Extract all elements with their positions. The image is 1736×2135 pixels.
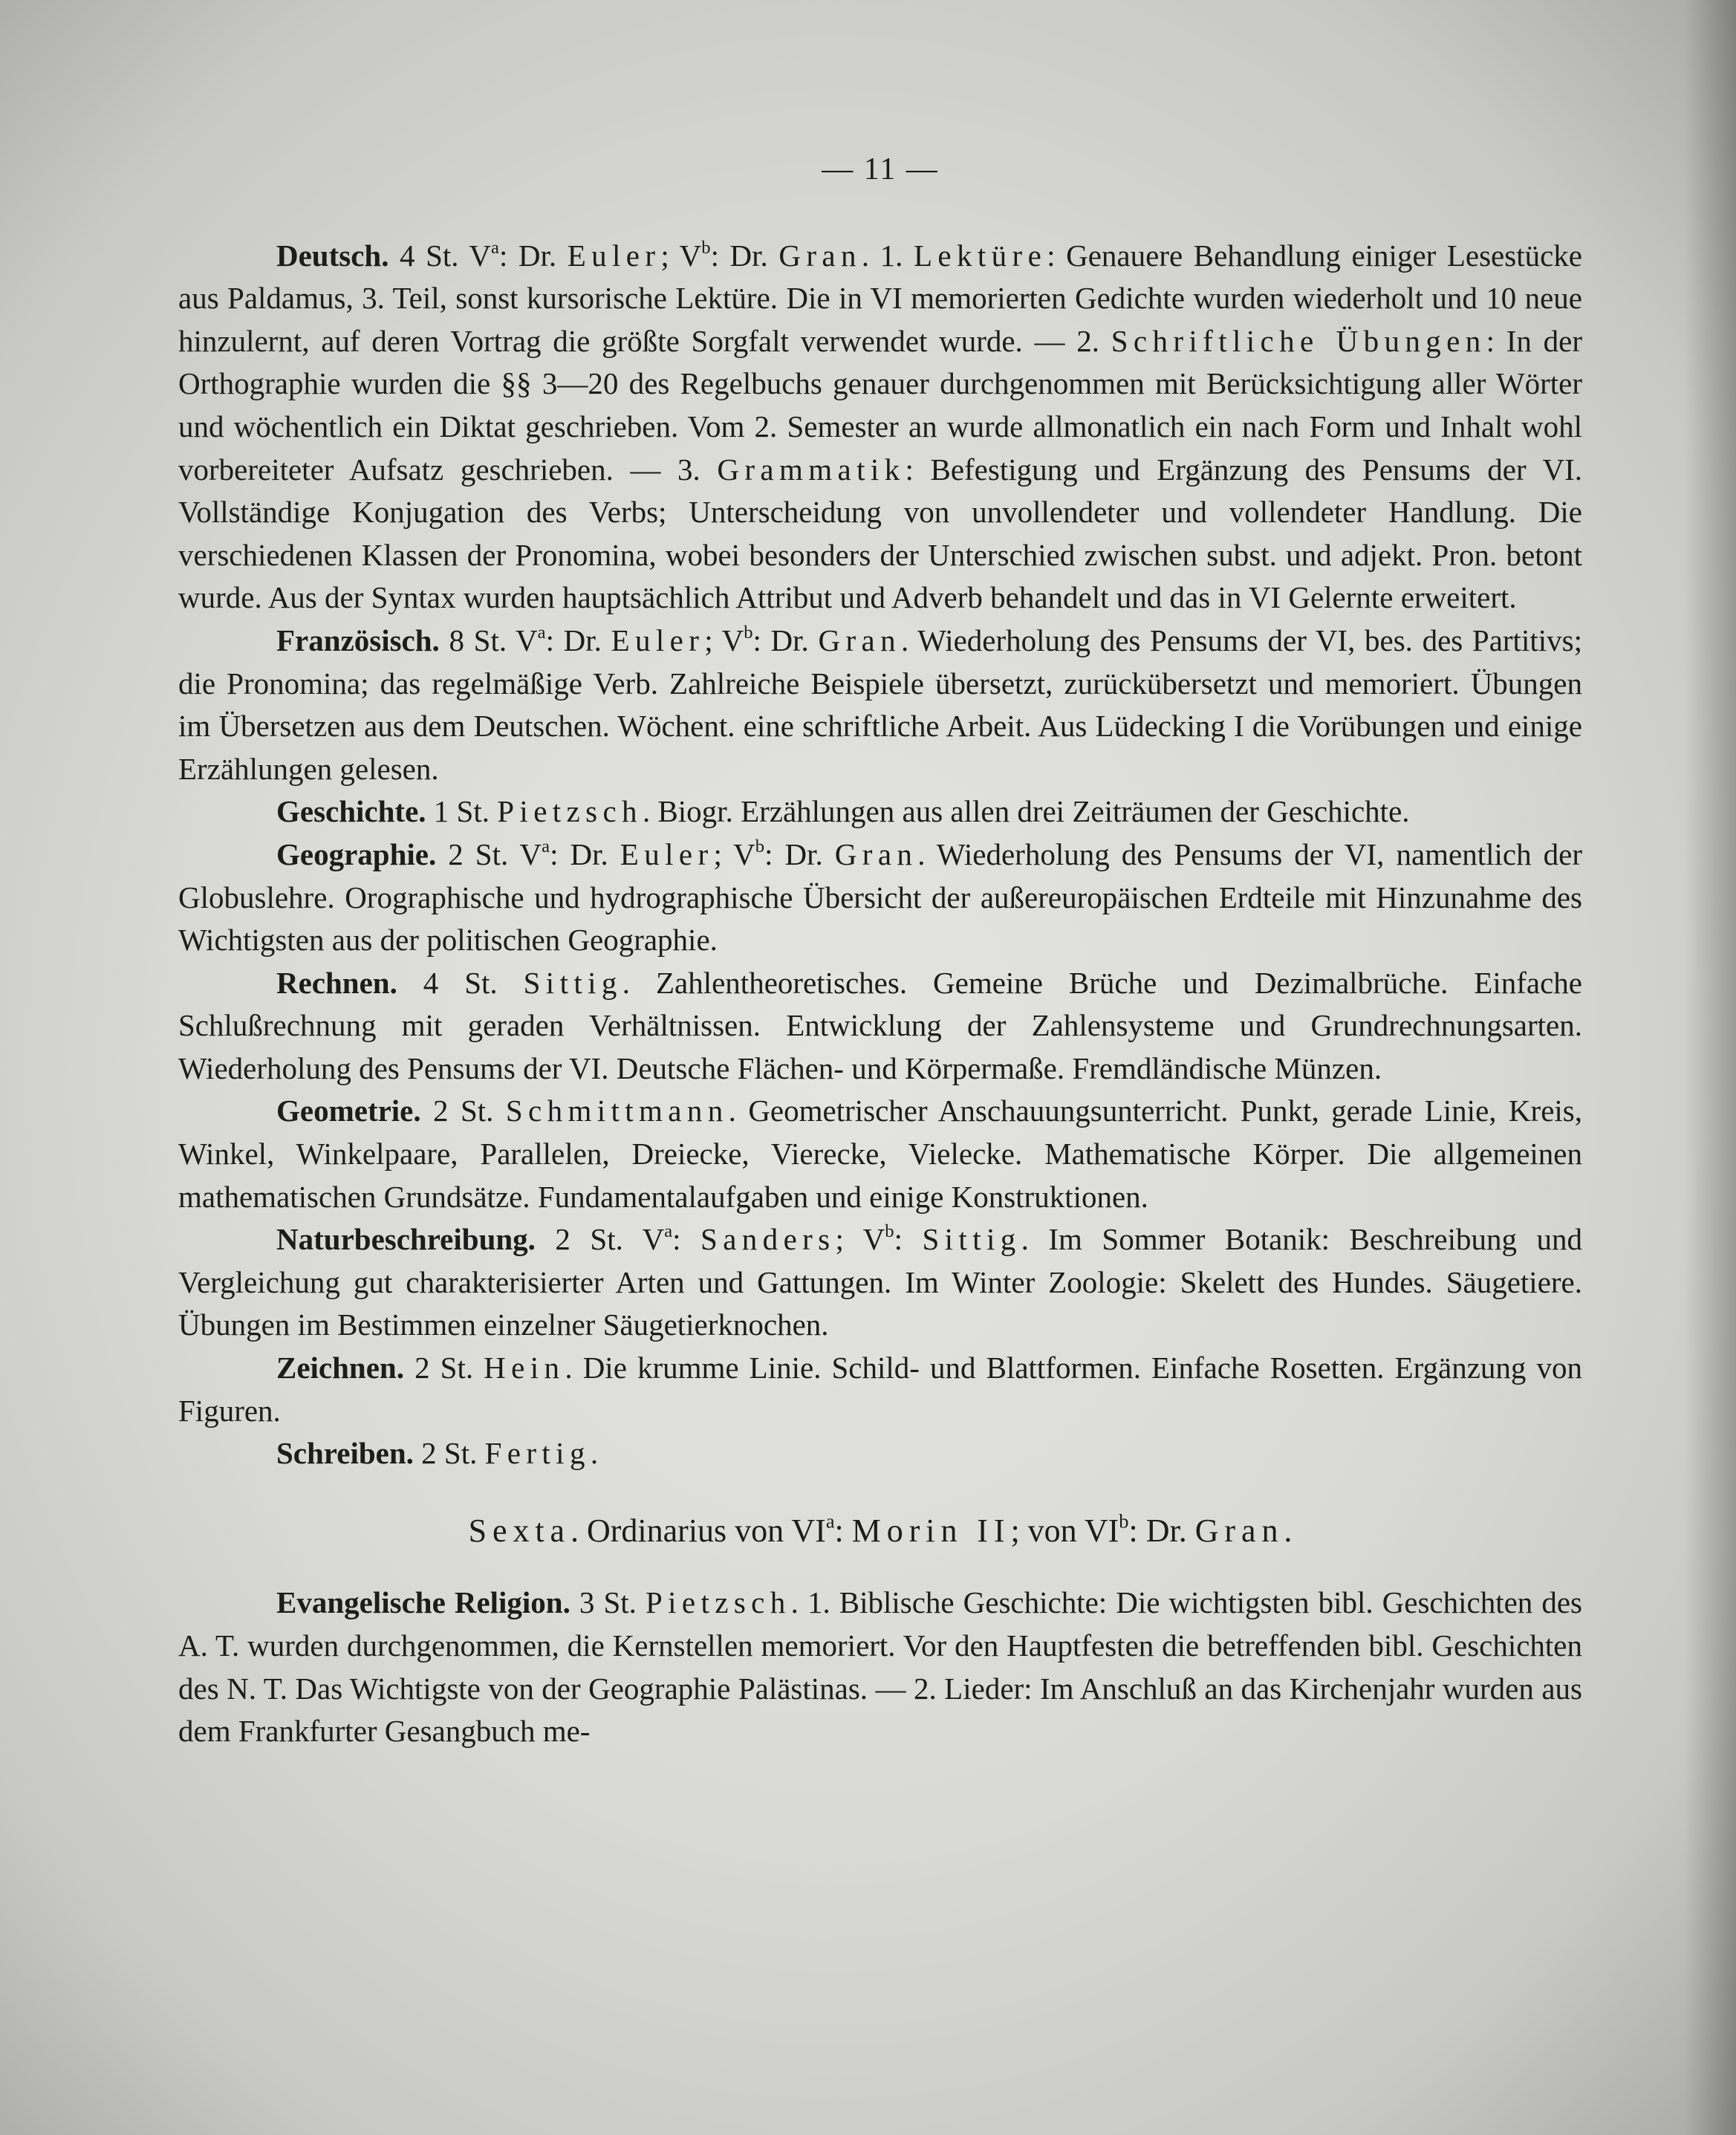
paragraph-zeichnen: Zeichnen. 2 St. Hein. Die krumme Linie. Schild- und Blattformen. Einfache Rosetten. Ergänzung von Figuren. [178, 1351, 1582, 1428]
teacher-name: Pietzsch [497, 794, 643, 829]
teacher-name: Morin II [851, 1512, 1011, 1549]
paragraph-geographie: Geographie. 2 St. $V^a$: Dr. Euler; $V^b$: Dr. Gran. Wiederholung des Pensums der VI, namentlich der Globuslehre. Orographische und hydrographische Übersicht der außereuropäischen Erdteile mit Hinzunahme des Wichtigsten aus der politischen Geographie. [178, 836, 1582, 958]
paragraph-religion: Evangelische Religion. 3 St. Pietzsch. 1. Biblische Geschichte: Die wichtigsten bibl. Geschichten des A. T. wurden durchgenommen, die Kernstellen memoriert. Vor den Hauptfesten die betreffenden bibl. Geschichten des N. T. Das Wichtigste von der Geographie Palästinas. — 2. Lieder: Im Anschluß an das Kirchenjahr wurden aus dem Frankfurter Gesangbuch me- [178, 1585, 1582, 1749]
teacher-name: Euler [620, 836, 714, 871]
subject-title-geschichte: Geschichte. [276, 794, 426, 829]
teacher-name: Euler [611, 623, 705, 657]
topic-heading: Lektüre [914, 238, 1047, 273]
topic-heading: Schriftliche Übungen [1111, 323, 1486, 358]
teacher-name: Hein [484, 1351, 565, 1385]
paragraph-deutsch: Deutsch. 4 St. $V^a$: Dr. Euler; $V^b$: Dr. Gran. 1. Lektüre: Genauere Behandlung einiger Lesestücke aus Paldamus, 3. Teil, sonst kursorische Lektüre. Die in VI memorierten Gedichte wurden wiederholt und 10 neue hinzulernt, auf deren Vortrag die größte Sorgfalt verwendet wurde. — 2. Schriftliche Übungen: In der Orthographie wurden die §§ 3—20 des Regelbuchs genauer durchgenommen mit Berücksichtigung aller Wörter und wöchentlich ein Diktat geschrieben. Vom 2. Semester an wurde allmonatlich ein nach Form und Inhalt wohl vorbereiteter Aufsatz geschrieben. — 3. Grammatik: Befestigung und Ergänzung des Pensums der VI. Vollständige Konjugation des Verbs; Unterscheidung von unvollendeter und vollendeter Handlung. Die verschiedenen Klassen der Pronomina, wobei besonders der Unterschied zwischen subst. und adjekt. Pron. betont wurde. Aus der Syntax wurden hauptsächlich Attribut und Adverb behandelt und das in VI Gelernte erweitert. [178, 237, 1583, 615]
paragraph-franzoesisch: Französisch. 8 St. $V^a$: Dr. Euler; $V^b$: Dr. Gran. Wiederholung des Pensums der VI, bes. des Partitivs; die Pronomina; das regelmäßige Verb. Zahlreiche Beispiele übersetzt, zurückübersetzt und memoriert. Übungen im Übersetzen aus dem Deutschen. Wöchent. eine schriftliche Arbeit. Aus Lüdecking I die Vorübungen und einige Erzählungen gelesen. [178, 622, 1582, 786]
teacher-name: Pietzsch [645, 1585, 791, 1620]
topic-heading: Grammatik [717, 452, 906, 487]
page-edge-shadow [1684, 0, 1736, 2135]
subject-title-franzoesisch: Französisch. [276, 623, 440, 657]
page-number: — 11 — [822, 152, 939, 186]
subject-title-religion: Evangelische Religion. [276, 1585, 570, 1620]
teacher-name: Sittig [523, 965, 622, 1000]
teacher-name: Gran [1194, 1512, 1284, 1549]
paragraph-naturbeschreibung: Naturbeschreibung. 2 St. $V^a$: Sanders; $V^b$: Sittig. Im Sommer Botanik: Beschreibung und Vergleichung gut charakterisierter Arten und Gattungen. Im Winter Zoologie: Skelett des Hundes. Säugetiere. Übungen im Bestimmen einzelner Säugetierknochen. [178, 1221, 1582, 1342]
paragraph-schreiben: Schreiben. 2 St. Fertig. [276, 1436, 599, 1471]
subject-title-naturbeschreibung: Naturbeschreibung. [276, 1222, 536, 1257]
teacher-name: Sittig [922, 1222, 1021, 1257]
subject-title-rechnen: Rechnen. [276, 965, 397, 1000]
paragraph-rechnen: Rechnen. 4 St. Sittig. Zahlentheoretisches. Gemeine Brüche und Dezimalbrüche. Einfache Schlußrechnung mit geraden Verhältnissen. Entwicklung der Zahlensysteme und Grundrechnungsarten. Wiederholung des Pensums der VI. Deutsche Flächen- und Körpermaße. Fremdländische Münzen. [178, 965, 1582, 1085]
subject-title-geographie: Geographie. [276, 836, 437, 871]
teacher-name: Gran [818, 623, 901, 657]
subject-title-schreiben: Schreiben. [276, 1436, 414, 1471]
document-page [178, 149, 1582, 1753]
subject-title-zeichnen: Zeichnen. [276, 1351, 404, 1385]
subject-title-deutsch: Deutsch. [276, 238, 389, 273]
paragraph-geschichte: Geschichte. 1 St. Pietzsch. Biogr. Erzählungen aus allen drei Zeiträumen der Geschichte. [276, 794, 1410, 829]
teacher-name: Schmittmann [505, 1094, 729, 1128]
teacher-name: Gran [834, 836, 918, 871]
subject-title-geometrie: Geometrie. [276, 1094, 421, 1128]
section-title-sexta: Sexta. Ordinarius von $VI^a$: Morin II; von $VI^b$: Dr. Gran. [468, 1510, 1293, 1549]
teacher-name: Sanders [700, 1222, 836, 1257]
teacher-name: Gran [778, 238, 862, 273]
teacher-name: Fertig [484, 1436, 591, 1471]
paragraph-geometrie: Geometrie. 2 St. Schmittmann. Geometrischer Anschauungsunterricht. Punkt, gerade Linie, Kreis, Winkel, Winkelpaare, Parallelen, Dreiecke, Vierecke, Vielecke. Mathematische Körper. Die allgemeinen mathematischen Grundsätze. Fundamentalaufgaben und einige Konstruktionen. [178, 1094, 1582, 1214]
teacher-name: Euler [567, 238, 661, 273]
